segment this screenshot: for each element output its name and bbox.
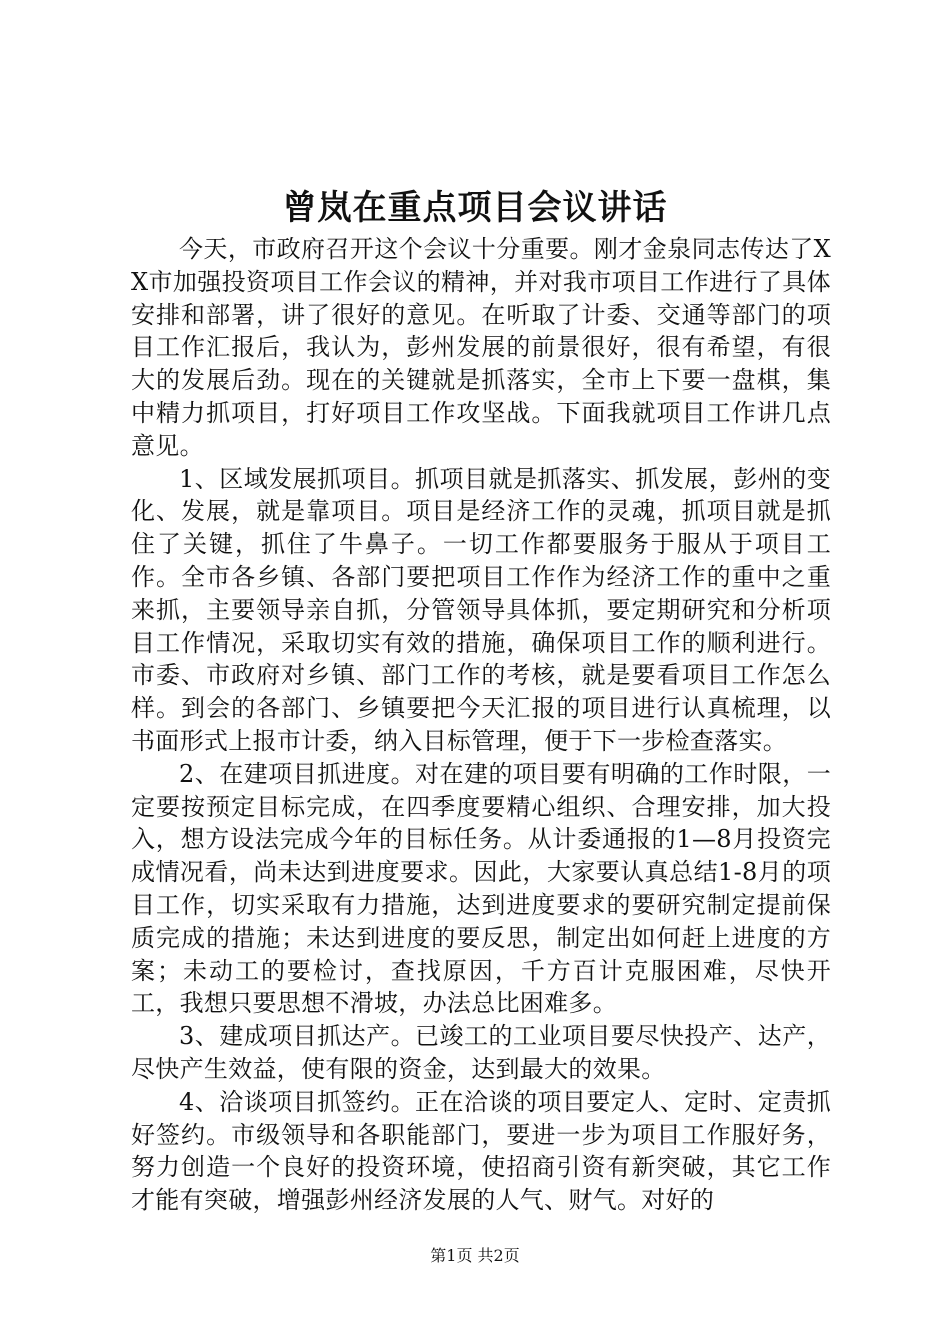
paragraph-intro: 今天，市政府召开这个会议十分重要。刚才金泉同志传达了XX市加强投资项目工作会议的精神，并对我市项目工作进行了具体安排和部署，讲了很好的意见。在听取了计委、交通等部门的项目工作汇报后，我认为，彭州发展的前景很好，很有希望，有很大的发展后劲。现在的关键就是抓落实，全市上下要一盘棋，集中精力抓项目，打好项目工作攻坚战。下面我就项目工作讲几点意见。 [131, 235, 831, 460]
page-number-footer: 第1页 共2页 [430, 1246, 520, 1265]
paragraph-point-2: 2、在建项目抓进度。对在建的项目要有明确的工作时限，一定要按预定目标完成，在四季度要精心组织、合理安排，加大投入，想方设法完成今年的目标任务。从计委通报的1—8月投资完成情况看，尚未达到进度要求。因此，大家要认真总结1-8月的项目工作，切实采取有力措施，达到进度要求的要研究制定提前保质完成的措施；未达到进度的要反思，制定出如何赶上进度的方案；未动工的要检讨，查找原因，千方百计克服困难，尽快开工，我想只要思想不滑坡，办法总比困难多。 [131, 759, 831, 1018]
paragraph-point-1: 1、区域发展抓项目。抓项目就是抓落实、抓发展，彭州的变化、发展，就是靠项目。项目是经济工作的灵魂，抓项目就是抓住了关键，抓住了牛鼻子。一切工作都要服务于服从于项目工作。全市各乡镇、各部门要把项目工作作为经济工作的重中之重来抓，主要领导亲自抓，分管领导具体抓，要定期研究和分析项目工作情况，采取切实有效的措施，确保项目工作的顺利进行。市委、市政府对乡镇、部门工作的考核，就是要看项目工作怎么样。到会的各部门、乡镇要把今天汇报的项目进行认真梳理，以书面形式上报市计委，纳入目标管理，便于下一步检查落实。 [131, 464, 831, 755]
paragraph-point-4: 4、洽谈项目抓签约。正在洽谈的项目要定人、定时、定责抓好签约。市级领导和各职能部门，要进一步为项目工作服好务，努力创造一个良好的投资环境，使招商引资有新突破，其它工作才能有突破，增强彭州经济发展的人气、财气。对好的 [131, 1087, 831, 1215]
document-body [131, 233, 831, 1217]
document-title: 曾岚在重点项目会议讲话 [282, 188, 668, 228]
paragraph-point-3: 3、建成项目抓达产。已竣工的工业项目要尽快投产、达产，尽快产生效益，使有限的资金，达到最大的效果。 [131, 1022, 831, 1083]
